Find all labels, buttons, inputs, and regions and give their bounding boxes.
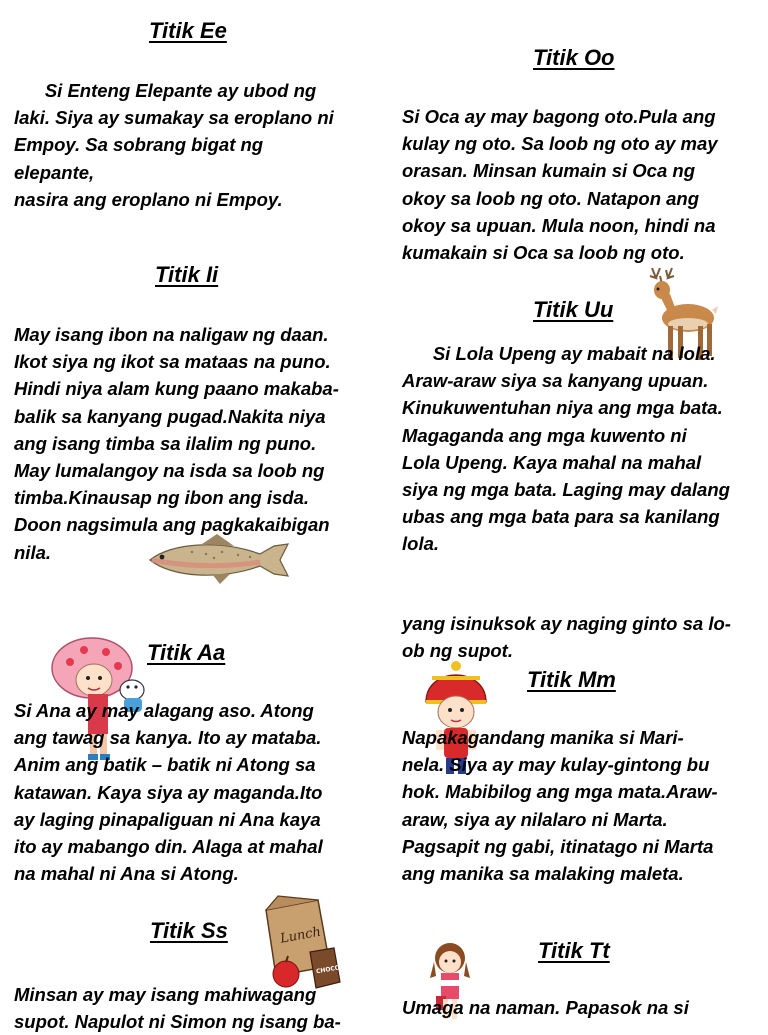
line: orasan. Minsan kumain si Oca ng [402, 160, 696, 182]
line: araw, siya ay nilalaro ni Marta. [402, 808, 668, 830]
fish-picture [142, 532, 292, 588]
line: okoy sa upuan. Mula noon, hindi na [402, 214, 716, 236]
line: Ikot siya ng ikot sa mataas na puno. [14, 351, 331, 373]
line: na mahal ni Ana si Atong. [14, 863, 239, 885]
paragraph-ii [14, 321, 339, 566]
line: ob ng supot. [402, 640, 513, 662]
line: Minsan ay may isang mahiwagang [14, 984, 317, 1005]
line: yang isinuksok ay naging ginto sa lo- [402, 613, 731, 634]
line: Pagsapit ng gabi, itinatago ni Marta [402, 835, 714, 857]
line: Kinukuwentuhan niya ang mga bata. [402, 397, 723, 419]
line: kumakain si Oca sa loob ng oto. [402, 241, 685, 263]
line: Hindi niya alam kung paano makaba- [14, 378, 339, 400]
line: timba.Kinausap ng ibon ang isda. [14, 487, 309, 509]
line: Si Oca ay may bagong oto.Pula ang [402, 106, 716, 127]
line: ang tawag sa kanya. Ito ay mataba. [14, 727, 322, 749]
line: siya ng mga bata. Laging may dalang [402, 478, 730, 500]
line: Magaganda ang mga kuwento ni [402, 424, 687, 446]
line: Si Ana ay may alagang aso. Atong [14, 700, 314, 721]
line: kulay ng oto. Sa loob ng oto ay may [402, 133, 718, 155]
line: hok. Mabibilog ang mga mata.Araw- [402, 781, 718, 803]
line: nela. Siya ay may kulay-gintong bu [402, 754, 710, 776]
line: nila. [14, 541, 52, 563]
title-tt: Titik Tt [538, 938, 610, 963]
line: Anim ang batik – batik ni Atong sa [14, 754, 316, 776]
line: nasira ang eroplano ni Empoy. [14, 188, 283, 210]
title-ii: Titik Ii [155, 262, 219, 287]
paragraph-tt [402, 994, 689, 1021]
line: Si Enteng Elepante ay ubod ng [14, 80, 317, 101]
line: ubas ang mga bata para sa kanilang [402, 506, 720, 528]
line: May lumalangoy na isda sa loob ng [14, 459, 325, 481]
line: Doon nagsimula ang pagkakaibigan [14, 514, 330, 536]
line: Napakagandang manika si Mari- [402, 727, 684, 748]
title-oo: Titik Oo [533, 45, 615, 70]
line: May isang ibon na naligaw ng daan. [14, 324, 329, 345]
title-ee: Titik Ee [149, 18, 227, 43]
paragraph-aa [14, 697, 323, 887]
line: Lola Upeng. Kaya mahal na mahal [402, 451, 702, 473]
line: ang manika sa malaking maleta. [402, 862, 684, 884]
paragraph-ss [14, 981, 341, 1035]
lunch-bag-label: Lunch [279, 924, 323, 947]
title-ss: Titik Ss [150, 918, 228, 943]
lunch-bag-picture [260, 896, 359, 992]
title-mm: Titik Mm [527, 667, 616, 692]
paragraph-oo [402, 103, 718, 266]
line: ang isang timba sa ilalim ng puno. [14, 432, 317, 454]
line: balik sa kanyang pugad.Nakita niya [14, 405, 326, 427]
line: Umaga na naman. Papasok na si [402, 997, 689, 1018]
line: katawan. Kaya siya ay maganda.Ito [14, 781, 323, 803]
title-aa: Titik Aa [147, 640, 226, 665]
paragraph-ee [14, 77, 334, 213]
paragraph-continuation [402, 610, 731, 664]
line: Empoy. Sa sobrang bigat ng [14, 134, 264, 156]
line: ay laging pinapaliguan ni Ana kaya [14, 808, 321, 830]
line: supot. Napulot ni Simon ng isang ba- [14, 1011, 341, 1033]
line: Araw-araw siya sa kanyang upuan. [402, 370, 709, 392]
line: laki. Siya ay sumakay sa eroplano ni [14, 107, 334, 129]
line: okoy sa loob ng oto. Natapon ang [402, 187, 700, 209]
paragraph-uu [402, 340, 730, 558]
line: elepante, [14, 161, 95, 183]
line: Si Lola Upeng ay mabait na lola. [402, 343, 716, 364]
milk-carton-label: CHOCO MILK [315, 961, 359, 976]
line: lola. [402, 533, 440, 555]
title-uu: Titik Uu [533, 297, 614, 322]
paragraph-mm [402, 724, 718, 887]
line: ito ay mabango din. Alaga at mahal [14, 835, 323, 857]
